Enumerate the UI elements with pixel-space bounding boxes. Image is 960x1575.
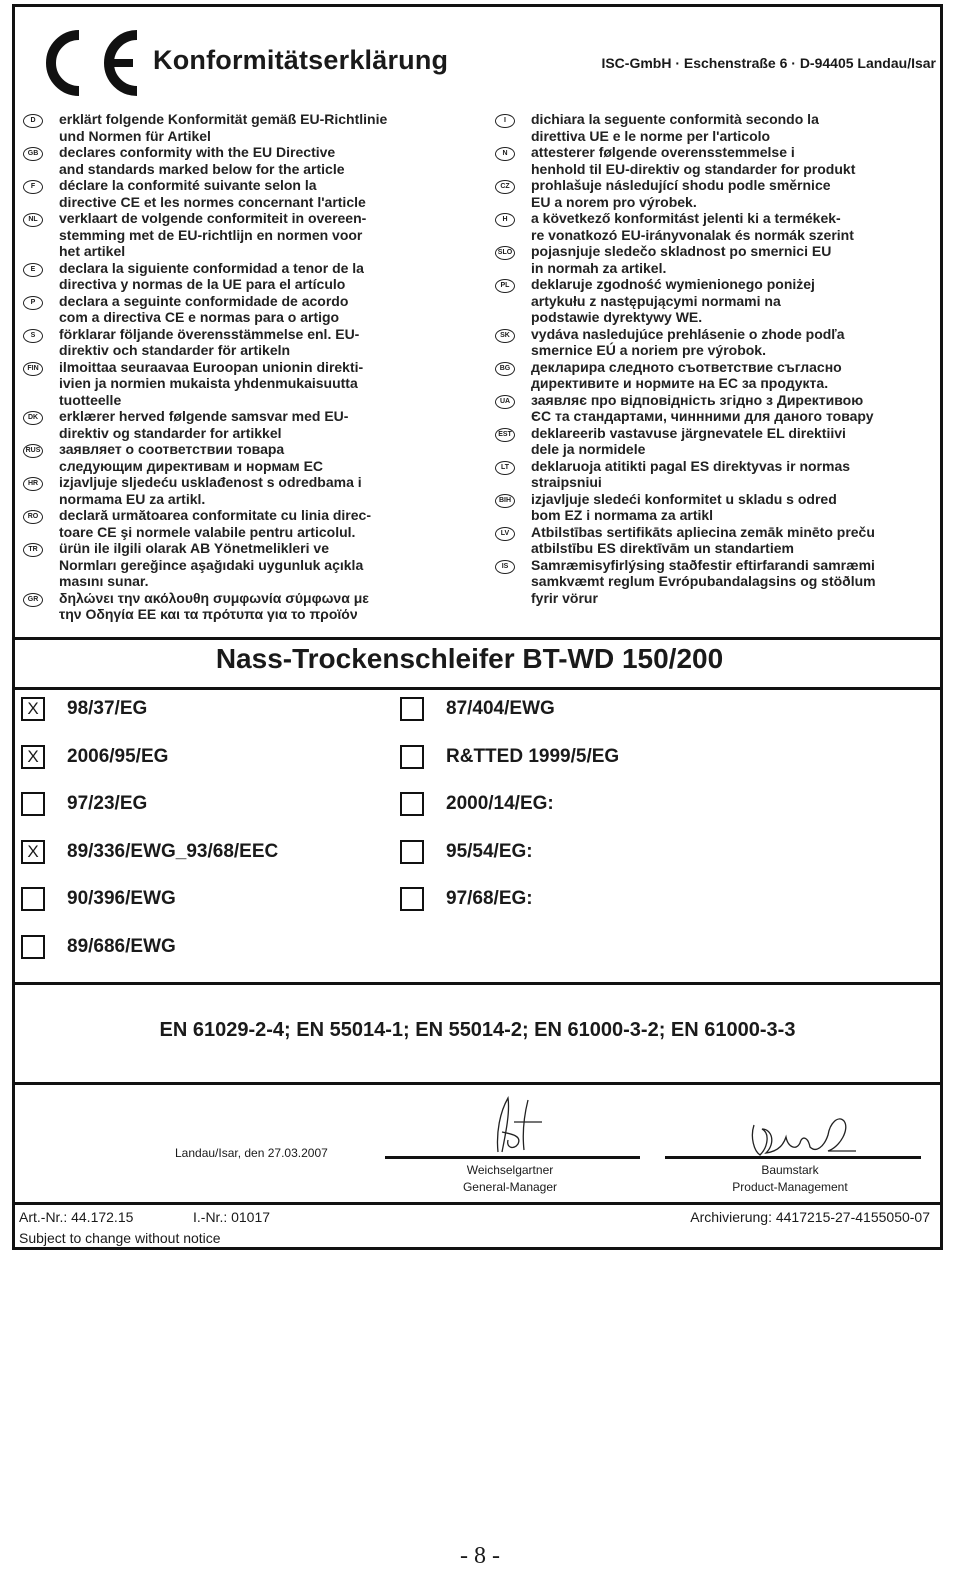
declaration-item xyxy=(21,177,481,210)
declaration-text: izjavljuje sljedeću usklađenost s odredbama i normama EU za artikl. xyxy=(59,474,362,507)
page-number: - 8 - xyxy=(460,1543,500,1569)
declaration-item xyxy=(21,111,481,144)
checkbox-unchecked xyxy=(400,887,424,911)
directive-item xyxy=(400,745,619,769)
country-code-badge: P xyxy=(23,296,43,310)
archive-number: Archivierung: 4417215-27-4155050-07 xyxy=(690,1209,930,1225)
signature-line xyxy=(385,1156,640,1159)
declaration-item xyxy=(493,177,943,210)
declaration-item xyxy=(21,507,481,540)
directive-item xyxy=(21,840,278,864)
declaration-text: Samræmisyfirlýsing staðfestir eftirfarandi samræmi samkvæmt reglum Evrópubandalagsins og stöðlum fyrir vörur xyxy=(531,556,876,606)
checkbox-checked: X xyxy=(21,697,45,721)
declaration-item xyxy=(21,260,481,293)
declaration-item xyxy=(493,524,943,557)
country-code-badge: BIH xyxy=(495,494,515,508)
declaration-text: ilmoittaa seuraavaa Euroopan unionin direkti- ivien ja normien mukaista yhdenmukaisuutta tuotteelle xyxy=(59,358,364,408)
declaration-text: pojasnjuje sledečo skladnost po smernici EU in normah za artikel. xyxy=(531,243,832,276)
declaration-item xyxy=(21,293,481,326)
checkbox-checked: X xyxy=(21,745,45,769)
article-number: Art.-Nr.: 44.172.15 xyxy=(19,1209,134,1225)
country-code-badge: NL xyxy=(23,213,43,227)
declaration-item xyxy=(493,276,943,326)
declaration-text: förklarar följande överensstämmelse enl. EU- direktiv och standarder för artikeln xyxy=(59,325,360,358)
place-date: Landau/Isar, den 27.03.2007 xyxy=(175,1146,328,1160)
declaration-item xyxy=(493,458,943,491)
declaration-item xyxy=(493,144,943,177)
declaration-item xyxy=(493,326,943,359)
checkbox-unchecked xyxy=(21,935,45,959)
declaration-text: δηλώνει την ακόλουθη συμφωνία σύμφωνα με την Οδηγία ΕΕ και τα πρότυπα για το προϊόν xyxy=(59,589,369,622)
declaration-item xyxy=(21,359,481,409)
country-code-badge: HR xyxy=(23,477,43,491)
country-code-badge: BG xyxy=(495,362,515,376)
directive-label: 89/336/EWG_93/68/EEC xyxy=(67,840,279,862)
declaration-item xyxy=(493,111,943,144)
declaration-text: Atbilstības sertifikāts apliecina zemāk minēto preču atbilstību ES direktīvām un standartiem xyxy=(531,523,875,556)
signature-weichselgartner xyxy=(480,1092,550,1162)
declaration-item xyxy=(21,590,481,623)
checkbox-checked: X xyxy=(21,840,45,864)
applied-standards: EN 61029-2-4; EN 55014-1; EN 55014-2; EN 61000-3-2; EN 61000-3-3 xyxy=(159,1019,796,1041)
declaration-item xyxy=(493,359,943,392)
country-code-badge: IS xyxy=(495,560,515,574)
directive-item xyxy=(400,840,533,864)
country-code-badge: GB xyxy=(23,147,43,161)
country-code-badge: LV xyxy=(495,527,515,541)
country-code-badge: F xyxy=(23,180,43,194)
declaration-item xyxy=(21,441,481,474)
checkbox-unchecked xyxy=(400,697,424,721)
directive-label: 98/37/EG xyxy=(67,698,148,719)
company-address: ISC-GmbH · Eschenstraße 6 · D-94405 Landau/Isar xyxy=(601,55,936,71)
country-code-badge: TR xyxy=(23,543,43,557)
country-code-badge: RO xyxy=(23,510,43,524)
declaration-item xyxy=(493,392,943,425)
directive-label: 90/396/EWG xyxy=(67,888,176,909)
directive-item xyxy=(21,935,176,959)
directive-item xyxy=(21,792,147,816)
directive-label: 97/68/EG: xyxy=(446,888,533,909)
country-code-badge: SK xyxy=(495,329,515,343)
declaration-item xyxy=(21,474,481,507)
checkbox-unchecked xyxy=(21,887,45,911)
checkbox-unchecked xyxy=(400,792,424,816)
declaration-text: vydáva nasledujúce prehlásenie o zhode podľa smernice EÚ a noriem pre výrobok. xyxy=(531,325,845,358)
directive-item xyxy=(21,887,176,911)
conformity-declaration-sheet xyxy=(12,4,943,1250)
divider xyxy=(15,637,940,640)
directive-label: 97/23/EG xyxy=(67,793,148,814)
declaration-item xyxy=(493,491,943,524)
declaration-text: deklaruoja atitikti pagal ES direktyvas ir normas straipsniui xyxy=(531,457,851,490)
declaration-item xyxy=(21,210,481,260)
checkbox-unchecked xyxy=(400,840,424,864)
country-code-badge: S xyxy=(23,329,43,343)
signer-general-manager xyxy=(415,1162,605,1196)
declaration-text: ürün ile ilgili olarak AB Yönetmelikleri ve Normları gereğince aşağıdaki uygunluk açıkla masını sunar. xyxy=(59,540,364,589)
signature-line xyxy=(665,1156,921,1159)
country-code-badge: GR xyxy=(23,593,43,607)
declaration-text: déclare la conformité suivante selon la directive CE et les normes concernant l'article xyxy=(59,177,366,210)
declaration-text: declară următoarea conformitate cu linia direc- toare CE şi normele valabile pentru articolul. xyxy=(59,507,371,540)
declarations-right-column xyxy=(493,111,943,606)
identification-number: I.-Nr.: 01017 xyxy=(193,1209,271,1225)
declaration-text: a következő konformitást jelenti ki a termékek- re vonatkozó EU-irányvonalak és normák szerint xyxy=(531,210,854,243)
declaration-text: verklaart de volgende conformiteit in overeen- stemming met de EU-richtlijn en normen voor het artikel xyxy=(59,210,367,259)
country-code-badge: LT xyxy=(495,461,515,475)
declaration-text: declares conformity with the EU Directive and standards marked below for the article xyxy=(59,144,345,177)
declaration-item xyxy=(21,408,481,441)
product-name xyxy=(15,643,940,675)
declaration-item xyxy=(21,144,481,177)
country-code-badge: D xyxy=(23,114,43,128)
declaration-text: dichiara la seguente conformità secondo la direttiva UE e le norme per l'articolo xyxy=(531,111,819,144)
divider xyxy=(15,1082,940,1085)
divider xyxy=(15,982,940,985)
country-code-badge: RUS xyxy=(23,444,43,458)
directive-label: R&TTED 1999/5/EG xyxy=(446,745,620,767)
declaration-text: declara a seguinte conformidade de acordo com a directiva CE e normas para o artigo xyxy=(59,292,349,325)
ce-mark-logo xyxy=(33,23,153,103)
directive-label: 89/686/EWG xyxy=(67,935,176,957)
declaration-text: deklaruje zgodność wymienionego poniżej artykułu z następującymi normami na podstawie dyrektywy WE. xyxy=(531,276,815,325)
declaration-item xyxy=(493,425,943,458)
directive-label: 87/404/EWG xyxy=(446,698,555,719)
declaration-text: заявляє про відповідність згідно з Директивою ЄС та стандартами, чиннними для даного товару xyxy=(531,391,874,424)
product-name-text: Nass-Trockenschleifer BT-WD 150/200 xyxy=(215,643,724,674)
declaration-item xyxy=(493,243,943,276)
country-code-badge: H xyxy=(495,213,515,227)
declaration-text: izjavljuje sledeći konformitet u skladu s odred bom EZ i normama za artikl xyxy=(531,490,837,523)
declaration-item xyxy=(21,540,481,590)
signer2-title: Product-Management xyxy=(732,1180,848,1194)
checkbox-unchecked xyxy=(400,745,424,769)
checkbox-unchecked xyxy=(21,792,45,816)
subject-to-change-note: Subject to change without notice xyxy=(19,1230,221,1246)
country-code-badge: CZ xyxy=(495,180,515,194)
declaration-text: декларира следното съответствие съгласно директивите и нормите на ЕС за продукта. xyxy=(531,358,842,391)
directive-item xyxy=(400,792,554,816)
country-code-badge: SLO xyxy=(495,246,515,260)
country-code-badge: N xyxy=(495,147,515,161)
signer1-title: General-Manager xyxy=(462,1180,558,1194)
declarations-left-column xyxy=(21,111,481,623)
divider xyxy=(15,1202,940,1205)
directive-item xyxy=(21,697,147,721)
declaration-item xyxy=(493,557,943,607)
country-code-badge: I xyxy=(495,114,515,128)
signer2-name: Baumstark xyxy=(761,1163,819,1177)
country-code-badge: EST xyxy=(495,428,515,442)
declaration-text: prohlašuje následující shodu podle směrnice EU a norem pro výrobek. xyxy=(531,177,831,210)
country-code-badge: FIN xyxy=(23,362,43,376)
signer1-name: Weichselgartner xyxy=(466,1163,554,1177)
declaration-item xyxy=(21,326,481,359)
country-code-badge: DK xyxy=(23,411,43,425)
directive-label: 2000/14/EG: xyxy=(446,793,554,814)
declaration-item xyxy=(493,210,943,243)
directive-label: 95/54/EG: xyxy=(446,840,533,862)
declaration-text: erklärt folgende Konformität gemäß EU-Richtlinie und Normen für Artikel xyxy=(59,111,388,144)
directive-item xyxy=(400,887,533,911)
country-code-badge: UA xyxy=(495,395,515,409)
directive-label: 2006/95/EG xyxy=(67,745,169,767)
declaration-text: erklærer herved følgende samsvar med EU- direktiv og standarder for artikkel xyxy=(59,408,349,441)
declaration-text: attesterer følgende overensstemmelse i henhold til EU-direktiv og standarder for produkt xyxy=(531,144,856,177)
signer-product-management xyxy=(695,1162,885,1196)
divider xyxy=(15,687,940,690)
declaration-text: deklareerib vastavuse järgnevatele EL direktiivi dele ja normidele xyxy=(531,424,846,457)
declaration-text: declara la siguiente conformidad a tenor de la directiva y normas de la UE para el artículo xyxy=(59,259,364,292)
country-code-badge: E xyxy=(23,263,43,277)
signature-baumstark xyxy=(740,1107,860,1162)
document-title: Konformitätserklärung xyxy=(153,45,449,75)
country-code-badge: PL xyxy=(495,279,515,293)
declaration-text: заявляет о соответствии товара следующим директивам и нормам ЕС xyxy=(59,441,324,474)
directive-item xyxy=(21,745,168,769)
directive-item xyxy=(400,697,555,721)
